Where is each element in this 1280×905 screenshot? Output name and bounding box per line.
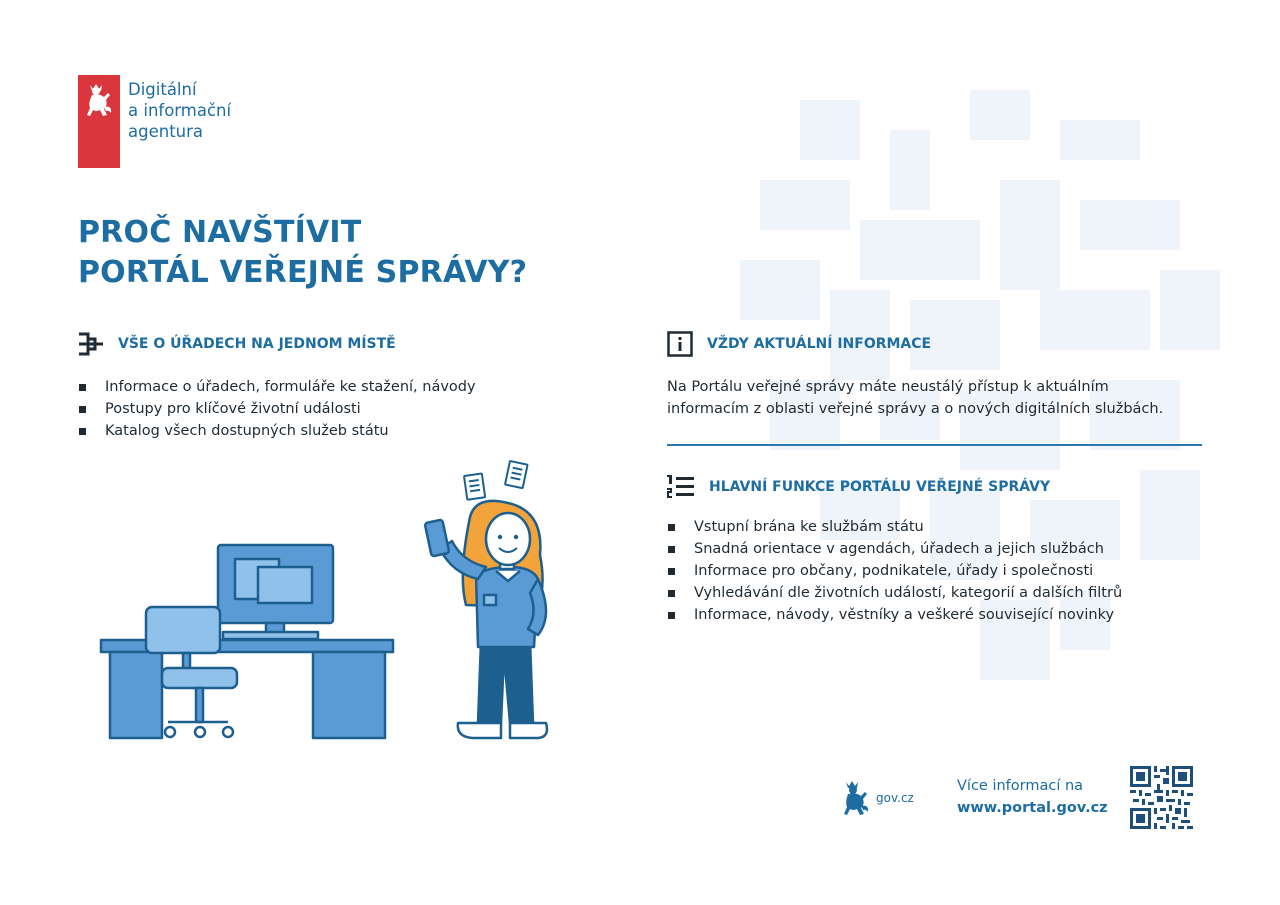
list-item: Informace pro občany, podnikatele, úřady i společnosti [667,560,1122,582]
section-offices-title: VŠE O ÚŘADECH NA JEDNOM MÍSTĚ [118,336,396,352]
list-item: Katalog všech dostupných služeb státu [78,420,476,442]
section-functions-header [667,474,1050,500]
info-paragraph-line: Na Portálu veřejné správy máte neustálý přístup k aktuálním [667,379,1109,395]
qr-code-icon [1130,766,1193,829]
phone [425,520,450,557]
agency-name-line: agentura [128,122,204,141]
info-paragraph [667,376,1197,420]
list-item: Informace, návody, věstníky a veškeré související novinky [667,604,1122,626]
numbered-list-icon [667,474,695,500]
more-info [957,775,1108,819]
document-icon [505,461,528,488]
agency-name-line: a informační [128,101,232,120]
list-item: Informace o úřadech, formuláře ke stažení, návody [78,376,476,398]
list-item: Snadná orientace v agendách, úřadech a jejich službách [667,538,1122,560]
offices-list [78,376,476,442]
gov-cz-label: gov.cz [876,791,914,805]
hierarchy-icon [78,331,104,357]
info-paragraph-line: informacím z oblasti veřejné správy a o nových digitálních službách. [667,401,1164,417]
section-info-header [667,331,931,357]
gov-lion-icon [842,780,870,816]
agency-logo [78,75,231,168]
agency-name [128,79,231,142]
page-title-line: PORTÁL VEŘEJNÉ SPRÁVY? [78,255,528,290]
list-item: Vstupní brána ke službám státu [667,516,1122,538]
portal-url-link[interactable]: www.portal.gov.cz [957,800,1108,816]
logo-emblem [78,75,120,168]
face [486,513,530,565]
page-title [78,213,527,293]
agency-name-line: Digitální [128,80,197,99]
section-functions-title: HLAVNÍ FUNKCE PORTÁLU VEŘEJNÉ SPRÁVY [709,479,1051,495]
chair [146,607,220,653]
more-info-label: Více informací na [957,778,1084,794]
info-icon [667,331,693,357]
section-offices-header [78,331,396,357]
functions-list [667,516,1122,626]
office-illustration [98,455,558,745]
section-divider [667,444,1202,446]
section-info-title: VŽDY AKTUÁLNÍ INFORMACE [707,336,932,352]
czech-lion-icon [84,83,114,119]
document-icon [464,473,485,499]
page-title-line: PROČ NAVŠTÍVIT [78,215,362,250]
list-item: Vyhledávání dle životních událostí, kategorií a dalších filtrů [667,582,1122,604]
list-item: Postupy pro klíčové životní události [78,398,476,420]
